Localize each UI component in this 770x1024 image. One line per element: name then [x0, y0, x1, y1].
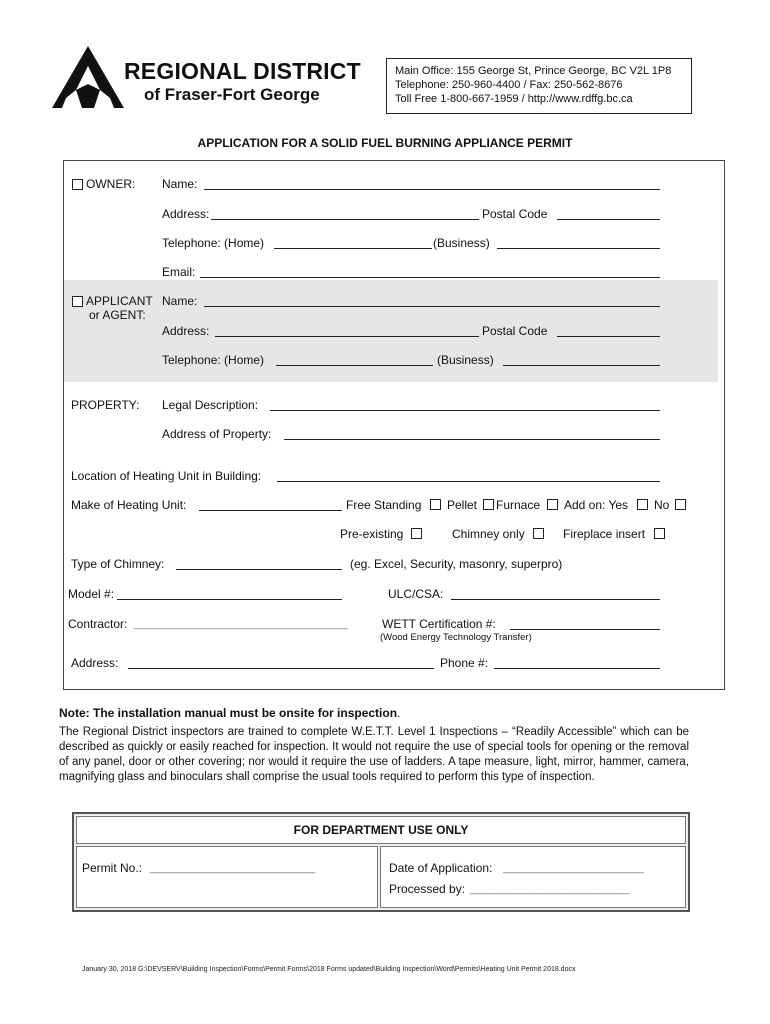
owner-tel-business-label: (Business) — [433, 236, 490, 250]
owner-name-label: Name: — [162, 177, 198, 191]
applicant-postal-field[interactable] — [557, 336, 660, 337]
permit-no-label: Permit No.: — [82, 861, 143, 875]
chimney-type-field[interactable] — [176, 569, 342, 570]
add-on-yes-label: Add on: Yes — [564, 498, 629, 512]
free-standing-label: Free Standing — [346, 498, 422, 512]
applicant-postal-label: Postal Code — [482, 324, 548, 338]
chimney-only-checkbox[interactable] — [533, 528, 544, 539]
contractor-field[interactable]: ___________________________________ — [134, 618, 349, 630]
phone-label: Phone #: — [440, 656, 489, 670]
contractor-address-label: Address: — [71, 656, 119, 670]
owner-email-label: Email: — [162, 265, 196, 279]
note-heading-text: Note: The installation manual must be onsite for inspection — [59, 706, 398, 720]
org-name-line1: REGIONAL DISTRICT — [124, 58, 361, 84]
pellet-checkbox[interactable] — [483, 499, 494, 510]
pellet-label: Pellet — [447, 498, 478, 512]
pre-existing-checkbox[interactable] — [411, 528, 422, 539]
owner-postal-label: Postal Code — [482, 207, 548, 221]
processed-by-label: Processed by: — [389, 882, 466, 896]
applicant-tel-home-field[interactable] — [276, 365, 433, 366]
note-heading-period: . — [397, 706, 401, 720]
department-title: FOR DEPARTMENT USE ONLY — [293, 823, 469, 837]
department-right-cell — [380, 846, 686, 908]
date-application-label: Date of Application: — [389, 861, 493, 875]
contact-telephone: Telephone: 250-960-4400 / Fax: 250-562-8676 — [395, 79, 623, 91]
chimney-example-text: (eg. Excel, Security, masonry, superpro) — [350, 557, 563, 571]
fireplace-insert-label: Fireplace insert — [563, 527, 646, 541]
note-body: The Regional District inspectors are trained to complete W.E.T.T. Level 1 Inspections – “Readily Accessible” which can be described as quickly or easily reached for inspection. It would not require the use of special tools for opening or the removal of any panel, door or other covering; nor would it require the use of ladders. A tape measure, light, mirror, hammer, camera, magnifying glass and binoculars shall comprise the usual tools required to perform this type of inspection. — [59, 726, 689, 783]
contractor-label: Contractor: — [68, 617, 128, 631]
heating-location-label: Location of Heating Unit in Building: — [71, 469, 262, 483]
applicant-name-field[interactable] — [204, 306, 660, 307]
owner-tel-home-label: Telephone: (Home) — [162, 236, 265, 250]
processed-by-field[interactable]: __________________________ — [470, 883, 630, 895]
owner-postal-field[interactable] — [557, 219, 660, 220]
owner-checkbox[interactable] — [72, 179, 83, 190]
applicant-tel-business-label: (Business) — [437, 353, 494, 367]
owner-address-field[interactable] — [211, 219, 479, 220]
owner-name-field[interactable] — [204, 189, 660, 190]
ulc-csa-label: ULC/CSA: — [388, 587, 444, 601]
footer-filepath: January 30, 2018 G:\DEVSERV\Building Inspection\Forms\Permit Forms\2018 Forms updated\Building Inspection\Word\Permits\Heating Unit Permit 2018.docx — [82, 966, 576, 973]
form-title: APPLICATION FOR A SOLID FUEL BURNING APPLIANCE PERMIT — [197, 136, 573, 150]
note-heading — [59, 706, 400, 720]
add-on-no-label: No — [654, 498, 670, 512]
model-label: Model #: — [68, 587, 115, 601]
free-standing-checkbox[interactable] — [430, 499, 441, 510]
owner-label: OWNER: — [86, 177, 136, 191]
department-left-cell — [76, 846, 378, 908]
make-label: Make of Heating Unit: — [71, 498, 187, 512]
contact-tollfree: Toll Free 1-800-667-1959 / http://www.rdffg.bc.ca — [395, 93, 633, 105]
agent-label: or AGENT: — [89, 308, 146, 322]
add-on-yes-checkbox[interactable] — [637, 499, 648, 510]
owner-tel-business-field[interactable] — [497, 248, 660, 249]
phone-field[interactable] — [494, 668, 660, 669]
wett-note: (Wood Energy Technology Transfer) — [380, 632, 532, 643]
ulc-csa-field[interactable] — [451, 599, 660, 600]
contact-main-office: Main Office: 155 George St, Prince George, BC V2L 1P8 — [395, 65, 672, 77]
legal-description-label: Legal Description: — [162, 398, 259, 412]
legal-description-field[interactable] — [270, 410, 660, 411]
model-field[interactable] — [117, 599, 342, 600]
contact-box — [386, 58, 692, 114]
applicant-address-field[interactable] — [215, 336, 479, 337]
contractor-address-field[interactable] — [128, 668, 434, 669]
wett-field[interactable] — [510, 629, 660, 630]
fireplace-insert-checkbox[interactable] — [654, 528, 665, 539]
applicant-tel-business-field[interactable] — [503, 365, 660, 366]
property-address-field[interactable] — [284, 439, 660, 440]
date-application-field[interactable]: _______________________ — [503, 862, 644, 874]
property-address-label: Address of Property: — [162, 427, 272, 441]
chimney-type-label: Type of Chimney: — [71, 557, 165, 571]
chimney-only-label: Chimney only — [452, 527, 525, 541]
furnace-checkbox[interactable] — [547, 499, 558, 510]
owner-email-field[interactable] — [200, 277, 660, 278]
applicant-checkbox[interactable] — [72, 296, 83, 307]
rdffg-logo-icon — [52, 46, 124, 108]
applicant-tel-home-label: Telephone: (Home) — [162, 353, 265, 367]
applicant-address-label: Address: — [162, 324, 210, 338]
pre-existing-label: Pre-existing — [340, 527, 404, 541]
owner-address-label: Address: — [162, 207, 210, 221]
applicant-name-label: Name: — [162, 294, 198, 308]
add-on-no-checkbox[interactable] — [675, 499, 686, 510]
owner-tel-home-field[interactable] — [274, 248, 432, 249]
wett-label: WETT Certification #: — [382, 617, 496, 631]
permit-no-field[interactable]: ___________________________ — [150, 862, 316, 874]
heating-location-field[interactable] — [277, 481, 660, 482]
furnace-label: Furnace — [496, 498, 541, 512]
make-field[interactable] — [199, 510, 342, 511]
applicant-label: APPLICANT — [86, 294, 153, 308]
property-label: PROPERTY: — [71, 398, 140, 412]
org-name-line2: of Fraser-Fort George — [144, 85, 320, 104]
